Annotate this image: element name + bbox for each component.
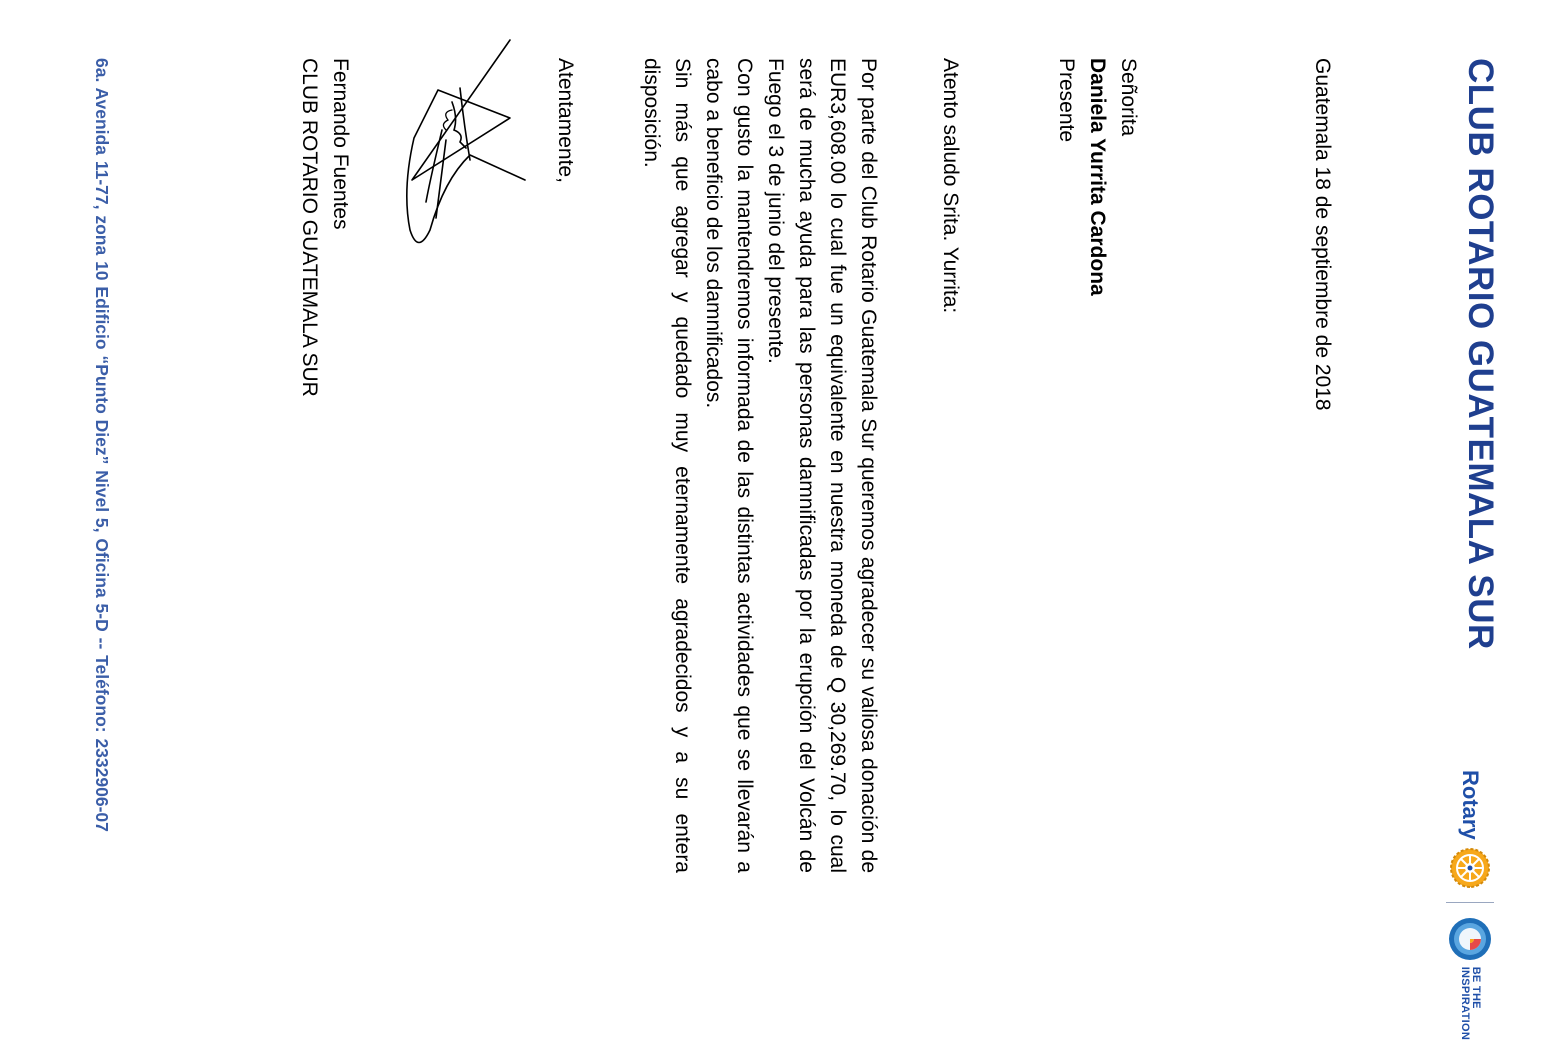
rotary-wheel-icon: [1448, 846, 1492, 890]
closing: Atentamente,: [554, 58, 577, 183]
footer-address: 6a. Avenida 11-77, zona 10 Edificio “Punto Diez” Nivel 5, Oficina 5-D -- Teléfono: 2332906-07: [92, 58, 112, 832]
body-paragraph: Sin más que agregar y quedado muy eternamente agradecidos y a su entera disposición.: [640, 58, 694, 873]
recipient-presente: Presente: [1055, 58, 1078, 143]
recipient-name: Daniela Yurrita Cardona: [1086, 58, 1109, 296]
tagline-line1: BE THE: [1470, 966, 1482, 1009]
letter-date: Guatemala 18 de septiembre de 2018: [1311, 58, 1334, 411]
rotary-wordmark: Rotary: [1458, 770, 1483, 840]
inspiration-swirl-icon: [1446, 915, 1494, 963]
recipient-title: Señorita: [1117, 58, 1140, 137]
tagline-line2: INSPIRATION: [1459, 966, 1471, 1040]
be-the-inspiration-logo: [1446, 915, 1494, 1040]
body-paragraph: Por parte del Club Rotario Guatemala Sur queremos agradecer su valiosa donación de EUR3,608.00 lo cual fue un equivalente en nuestra moneda de Q 30,269.70, lo cual será de mucha ayuda para las personas damnificadas por la erupción del Volcán de Fuego el 3 de junio del presente.: [764, 58, 880, 873]
greeting: Atento saludo Srita. Yurrita:: [939, 58, 962, 314]
letter-body: [636, 58, 884, 873]
logo-divider: [1446, 902, 1494, 903]
recipient-block: [1051, 58, 1144, 296]
signer-name: Fernando Fuentes: [329, 58, 352, 230]
signer-organization: CLUB ROTARIO GUATEMALA SUR: [298, 58, 321, 397]
handwritten-signature: [400, 30, 530, 270]
letterhead-logos: [1446, 770, 1494, 1040]
signer-block: [294, 58, 356, 397]
rotary-logo: [1448, 770, 1492, 890]
club-title: CLUB ROTARIO GUATEMALA SUR: [1461, 58, 1500, 650]
body-paragraph: Con gusto la mantendremos informada de las distintas actividades que se llevarán a cabo a beneficio de los damnificados.: [702, 58, 756, 873]
tagline: [1459, 967, 1481, 1040]
